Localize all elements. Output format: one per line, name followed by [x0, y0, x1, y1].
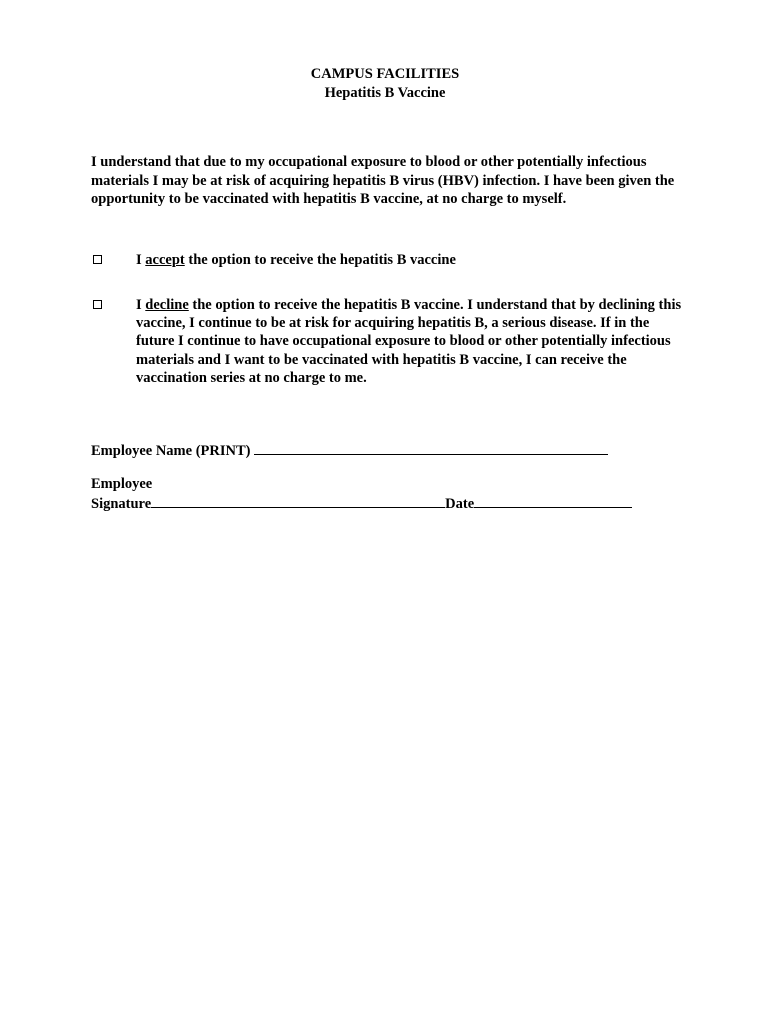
intro-paragraph: [91, 153, 691, 209]
decline-option-text: [136, 296, 691, 387]
accept-option: [91, 251, 691, 271]
employee-name-label: Employee Name (PRINT): [91, 443, 251, 459]
document-title: CAMPUS FACILITIES: [310, 66, 460, 82]
document-subtitle: Hepatitis B Vaccine: [324, 85, 446, 101]
accept-checkbox[interactable]: [93, 255, 102, 264]
signature-label: Signature: [91, 496, 152, 512]
document-header: [0, 65, 770, 103]
accept-option-text: [136, 251, 691, 269]
accept-prefix: I: [136, 252, 146, 268]
accept-keyword: accept: [145, 252, 185, 268]
signature-line[interactable]: [151, 493, 445, 508]
decline-rest: the option to receive the hepatitis B vaccine. I understand that by declining this vaccine, I continue to be at risk for acquiring hepatitis B, a serious disease. If in the future I continue to have occupational exposure to blood or other potentially infectious materials and I want to be vaccinated with hepatitis B vaccine, I can receive the vaccination series at no charge to me.: [136, 297, 682, 386]
signature-block: [91, 475, 632, 513]
employee-name-field: [91, 440, 608, 460]
decline-keyword: decline: [145, 297, 189, 313]
decline-prefix: I: [136, 297, 146, 313]
accept-rest: the option to receive the hepatitis B vaccine: [184, 252, 456, 268]
employee-name-line[interactable]: [254, 440, 608, 455]
signature-row: [91, 493, 632, 513]
date-label: Date: [445, 496, 475, 512]
decline-option: [91, 296, 691, 391]
employee-label: Employee: [91, 476, 153, 492]
date-line[interactable]: [474, 493, 632, 508]
decline-checkbox[interactable]: [93, 300, 102, 309]
intro-text: I understand that due to my occupational exposure to blood or other potentially infectious materials I may be at risk of acquiring hepatitis B virus (HBV) infection. I have been given the opportunity to be vaccinated with hepatitis B vaccine, at no charge to myself.: [91, 154, 675, 207]
